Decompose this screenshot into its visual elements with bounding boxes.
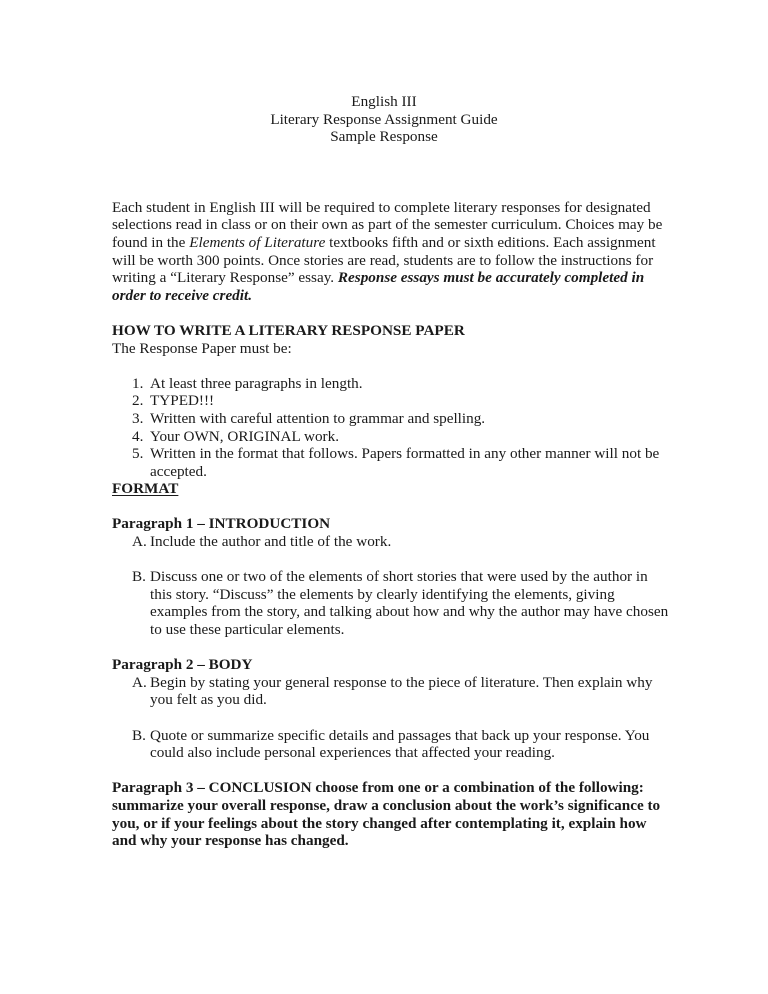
requirement-text: Written with careful attention to grammar and spelling. xyxy=(150,409,486,427)
paragraph-1-section xyxy=(112,515,672,638)
item-text: Include the author and title of the work. xyxy=(150,533,392,551)
intro-text-part2: textbooks fifth and or sixth editions. Each assignment will be worth 300 points. Once stories are read, students are to follow the instructions for writing a “Literary Response” essay. xyxy=(112,233,656,287)
item-text: Quote or summarize specific details and passages that back up your response. You could also include personal experiences that affected your reading. xyxy=(150,726,650,762)
requirement-item xyxy=(112,428,672,446)
paragraph-1-heading: Paragraph 1 – INTRODUCTION xyxy=(112,515,331,533)
intro-text-part1: Each student in English III will be required to complete literary responses for designated selections read in class or on their own as part of the semester curriculum. Choices may be found in the xyxy=(112,198,663,251)
document-header xyxy=(112,93,656,146)
intro-paragraph xyxy=(112,199,672,305)
paragraph-1-item-a xyxy=(112,533,672,551)
paragraph-2-section xyxy=(112,656,672,762)
requirement-text: Written in the format that follows. Papers formatted in any other manner will not be accepted. xyxy=(150,445,660,480)
item-text: Discuss one or two of the elements of short stories that were used by the author in this story. “Discuss” the elements by clearly identifying the elements, giving examples from the story, and talking about how and why the author may have chosen to use these particular elements. xyxy=(150,568,669,639)
requirements-lead: The Response Paper must be: xyxy=(112,339,292,357)
requirement-text: TYPED!!! xyxy=(150,392,215,410)
paragraph-2-item-b xyxy=(112,727,672,762)
requirement-text: Your OWN, ORIGINAL work. xyxy=(150,427,339,445)
paragraph-2-item-a xyxy=(112,674,672,709)
credit-requirement-emphasis: Response essays must be accurately completed in order to receive credit. xyxy=(112,269,645,304)
requirement-item xyxy=(112,410,672,428)
item-letter: B. xyxy=(132,568,146,586)
paragraph-2-heading: Paragraph 2 – BODY xyxy=(112,656,253,674)
how-to-heading: HOW TO WRITE A LITERARY RESPONSE PAPER xyxy=(112,321,465,339)
item-letter: A. xyxy=(132,673,147,691)
requirement-number: 3. xyxy=(132,409,144,427)
course-name: English III xyxy=(351,93,417,110)
requirement-number: 4. xyxy=(132,427,144,445)
requirement-item xyxy=(112,375,672,393)
requirement-item xyxy=(112,445,672,480)
document-subtitle: Sample Response xyxy=(330,128,438,146)
format-heading: FORMAT xyxy=(112,480,179,498)
requirements-list xyxy=(112,375,672,481)
requirement-item xyxy=(112,392,672,410)
document-title: Literary Response Assignment Guide xyxy=(270,110,498,128)
item-letter: B. xyxy=(132,726,146,744)
textbook-title: Elements of Literature xyxy=(189,233,326,251)
requirement-number: 1. xyxy=(132,374,144,392)
requirement-number: 5. xyxy=(132,445,144,463)
document-page xyxy=(112,93,672,850)
paragraph-3-conclusion: Paragraph 3 – CONCLUSION choose from one or a combination of the following: summarize your overall response, draw a conclusion about the work’s significance to you, or if your feelings about the story changed after contemplating it, explain how and why your response has changed. xyxy=(112,779,661,850)
item-letter: A. xyxy=(132,533,147,551)
paragraph-1-item-b xyxy=(112,568,672,638)
requirement-number: 2. xyxy=(132,392,144,410)
requirement-text: At least three paragraphs in length. xyxy=(150,374,363,392)
item-text: Begin by stating your general response to the piece of literature. Then explain why you felt as you did. xyxy=(150,673,653,709)
